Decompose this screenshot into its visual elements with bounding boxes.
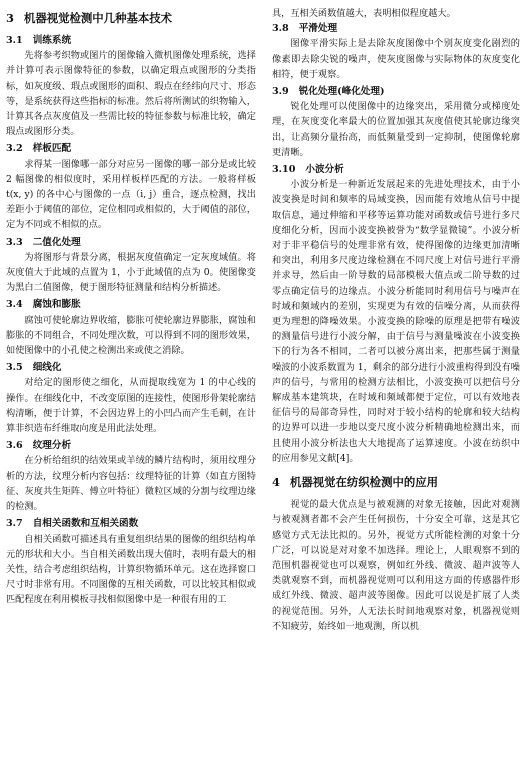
subsection-number: 3.7 xyxy=(6,518,23,530)
subsection-number: 3.1 xyxy=(6,35,23,46)
subsection-heading xyxy=(6,235,256,250)
subsection-title: 锐化处理(峰化处理) xyxy=(298,86,385,98)
subsection-number: 3.8 xyxy=(272,23,289,35)
subsection-heading xyxy=(6,438,256,453)
subsection-number: 3.4 xyxy=(6,299,23,311)
section-heading xyxy=(272,474,520,491)
subsection-number: 3.10 xyxy=(272,164,296,176)
paragraph: 先将参考织物或图片的图像输入微机图像处理系统，选择并计算可表示图像特征的参数，以确定瑕点或图形的分类指标，如灰度级、瑕点或图形的面积、瑕点在经纬向尺寸、形态等，是系统获得这些指标的标准。然后将所测试的织物输入，计算其各点灰度值及一些需比较的特征参数与标准比较，确定瑕点或图形分类。 xyxy=(6,50,256,138)
paragraph: 视觉的最大优点是与被观测的对象无接触，因此对观测与被观测者都不会产生任何损伤，十分安全可靠，这是其它感觉方式无法比拟的。另外，视觉方式所能检测的对象十分广泛，可以说是对对象不加选择。理论上，人眼观察不到的范围机器视觉也可以观察，例如红外线、微波、超声波等人类就观察不到，而机器视觉则可以利用这方面的传感器件形成红外线、微波、超声波等图像。因此可以说是扩展了人类的视觉范围。另外，人无法长时间地观察对象，机器视觉则不知疲劳，始终如一地观测，所以机 xyxy=(272,499,520,632)
subsection-number: 3.6 xyxy=(6,440,23,452)
section-number: 3 xyxy=(6,11,14,25)
subsection-title: 二值化处理 xyxy=(32,236,81,248)
section-title: 机器视觉检测中几种基本技术 xyxy=(23,11,173,25)
paragraph: 为将图形与背景分离，根据灰度值确定一定灰度域值。将灰度值大于此域的点置为 1，小于此域值的点为 0。使图像变为黑白二值图像，便于图形特征测量和结构分析描述。 xyxy=(6,251,256,294)
subsection-heading xyxy=(6,360,256,375)
subsection-heading xyxy=(6,297,256,312)
subsection-title: 纹理分析 xyxy=(32,440,72,452)
paragraph: 求得某一图像哪一部分对应另一图像的哪一部分是或比较 2 幅图像的相似度时，采用样板样匹配的方法。一般将样板 t(x, y) 的各中心与图像的一点（i, j）重合，逐点检测，找出差距小于阈值的部位，定位相同或相似的，大于阈值的部位，定为不同或不相似的点。 xyxy=(6,158,256,231)
paragraph: 对给定的图形使之细化，从而提取线宽为 1 的中心线的操作。在细线化中，不改变原图的连接性，使图形骨架轮廓结构清晰，便于计算，不会因边界上的小凹凸而产生毛刺，在计算非织造布纤维取向度是用此法处理。 xyxy=(6,377,256,435)
paragraph: 锐化处理可以使图像中的边缘突出，采用微分或梯度处理，在灰度变化率最大的位置加强其灰度值使其轮廓边缘突出，让高频分量抬高，而低频量受到一定抑制，使图像轮廓更清晰。 xyxy=(272,101,520,158)
continued-paragraph: 具，互相关函数值越大，表明相似程度越大。 xyxy=(272,8,456,19)
subsection-number: 3.2 xyxy=(6,143,23,155)
subsection-heading xyxy=(272,21,520,36)
subsection-title: 平滑处理 xyxy=(298,23,338,35)
subsection-title: 训练系统 xyxy=(32,35,72,46)
subsection-number: 3.3 xyxy=(6,236,23,248)
paragraph: 在分析给组织的结效果或羊绒的鳞片结构时，须用纹理分析的方法，纹理分析内容包括：纹理特征的计算（如直方图特征、灰度共生矩阵、傅立叶特征）微粒区域的分割与纹理边缘的检测。 xyxy=(6,455,256,513)
subsection-heading xyxy=(6,33,256,48)
section-title: 机器视觉在纺织检测中的应用 xyxy=(289,475,439,490)
subsection-title: 小波分析 xyxy=(305,164,344,176)
subsection-number: 3.5 xyxy=(6,362,23,374)
section-number: 4 xyxy=(272,475,280,490)
subsection-title: 细线化 xyxy=(32,362,62,374)
subsection-heading xyxy=(272,162,520,177)
paragraph: 腐蚀可使轮廓边界收缩，膨胀可使轮廓边界膨胀，腐蚀和膨胀的不同组合，不同处理次数，可以得到不同的图形效果，如使图像中的小孔使之检测出来或使之消除。 xyxy=(6,314,256,357)
subsection-heading xyxy=(6,516,256,531)
subsection-heading xyxy=(272,84,520,99)
subsection-title: 自相关函数和互相关函数 xyxy=(32,518,139,530)
right-column xyxy=(272,6,520,634)
paragraph: 小波分析是一种新近发展起来的先进处理技术，由于小波变换是时间和频率的局域变换，因而能有效地从信号中提取信息，通过伸缩和平移等运算功能对函数或信号进行多尺度细化分析，因而小波变换被誉为“数学显微镜”。小波分析对于非平稳信号的处理非常有效，使得图像的边缘更加清晰和突出，利用多尺度边缘检测在不同尺度上对信号进行平滑并求导，然后由一阶导数的局部模极大值点或二阶导数的过零点确定信号的边缘点。小波分析能同时利用信号与噪声在时域和频域内的差别，实现更为有效的信噪分离，从而获得更为理想的降噪效果。小波变换的除噪的原理是把带有噪波的测量信号进行小波分解，由于信号与测量噪波在小波变换下的行为各不相同，二者可以被分离出来，把那些属于测量噪波的小波系数置为 1，剩余的部分进行小波重构得到没有噪声的信号，与常用的检测方法相比，小波变换可以把信号分解成基本建筑块，在时域和频域都便于定位，可以有效地表征信号的局部奇异性，同时对于较小结构的轮廓和较大结构的边界可以进一步地以变尺度小波分析精确地检测出来，而且使用小波分析法也大大地提高了运算速度。小波在纺织中的应用参见文献[4]。 xyxy=(272,179,520,464)
paragraph: 图像平滑实际上是去除灰度图像中个别灰度变化剧烈的像素即去除尖锐的噪声，使灰度图像与实际物体的灰度变化相符，便于观察。 xyxy=(272,38,520,80)
subsection-heading xyxy=(6,141,256,156)
section-heading xyxy=(6,10,256,27)
left-column xyxy=(6,6,256,608)
subsection-title: 腐蚀和膨胀 xyxy=(32,299,81,311)
subsection-number: 3.9 xyxy=(272,86,289,98)
paragraph: 自相关函数可描述具有重复组织结果的图像的组织结构单元的形状和大小。当自相关函数出现大值时，表明有最大的相关性，结合考虑组织结构，计算织物循环单元。这在选择窗口尺寸时非常有用。不同图像的互相关函数，可以比较其相似或匹配程度在利用模板寻找相似图像中是一种很有用的工 xyxy=(6,533,256,606)
subsection-title: 样板匹配 xyxy=(32,143,72,155)
